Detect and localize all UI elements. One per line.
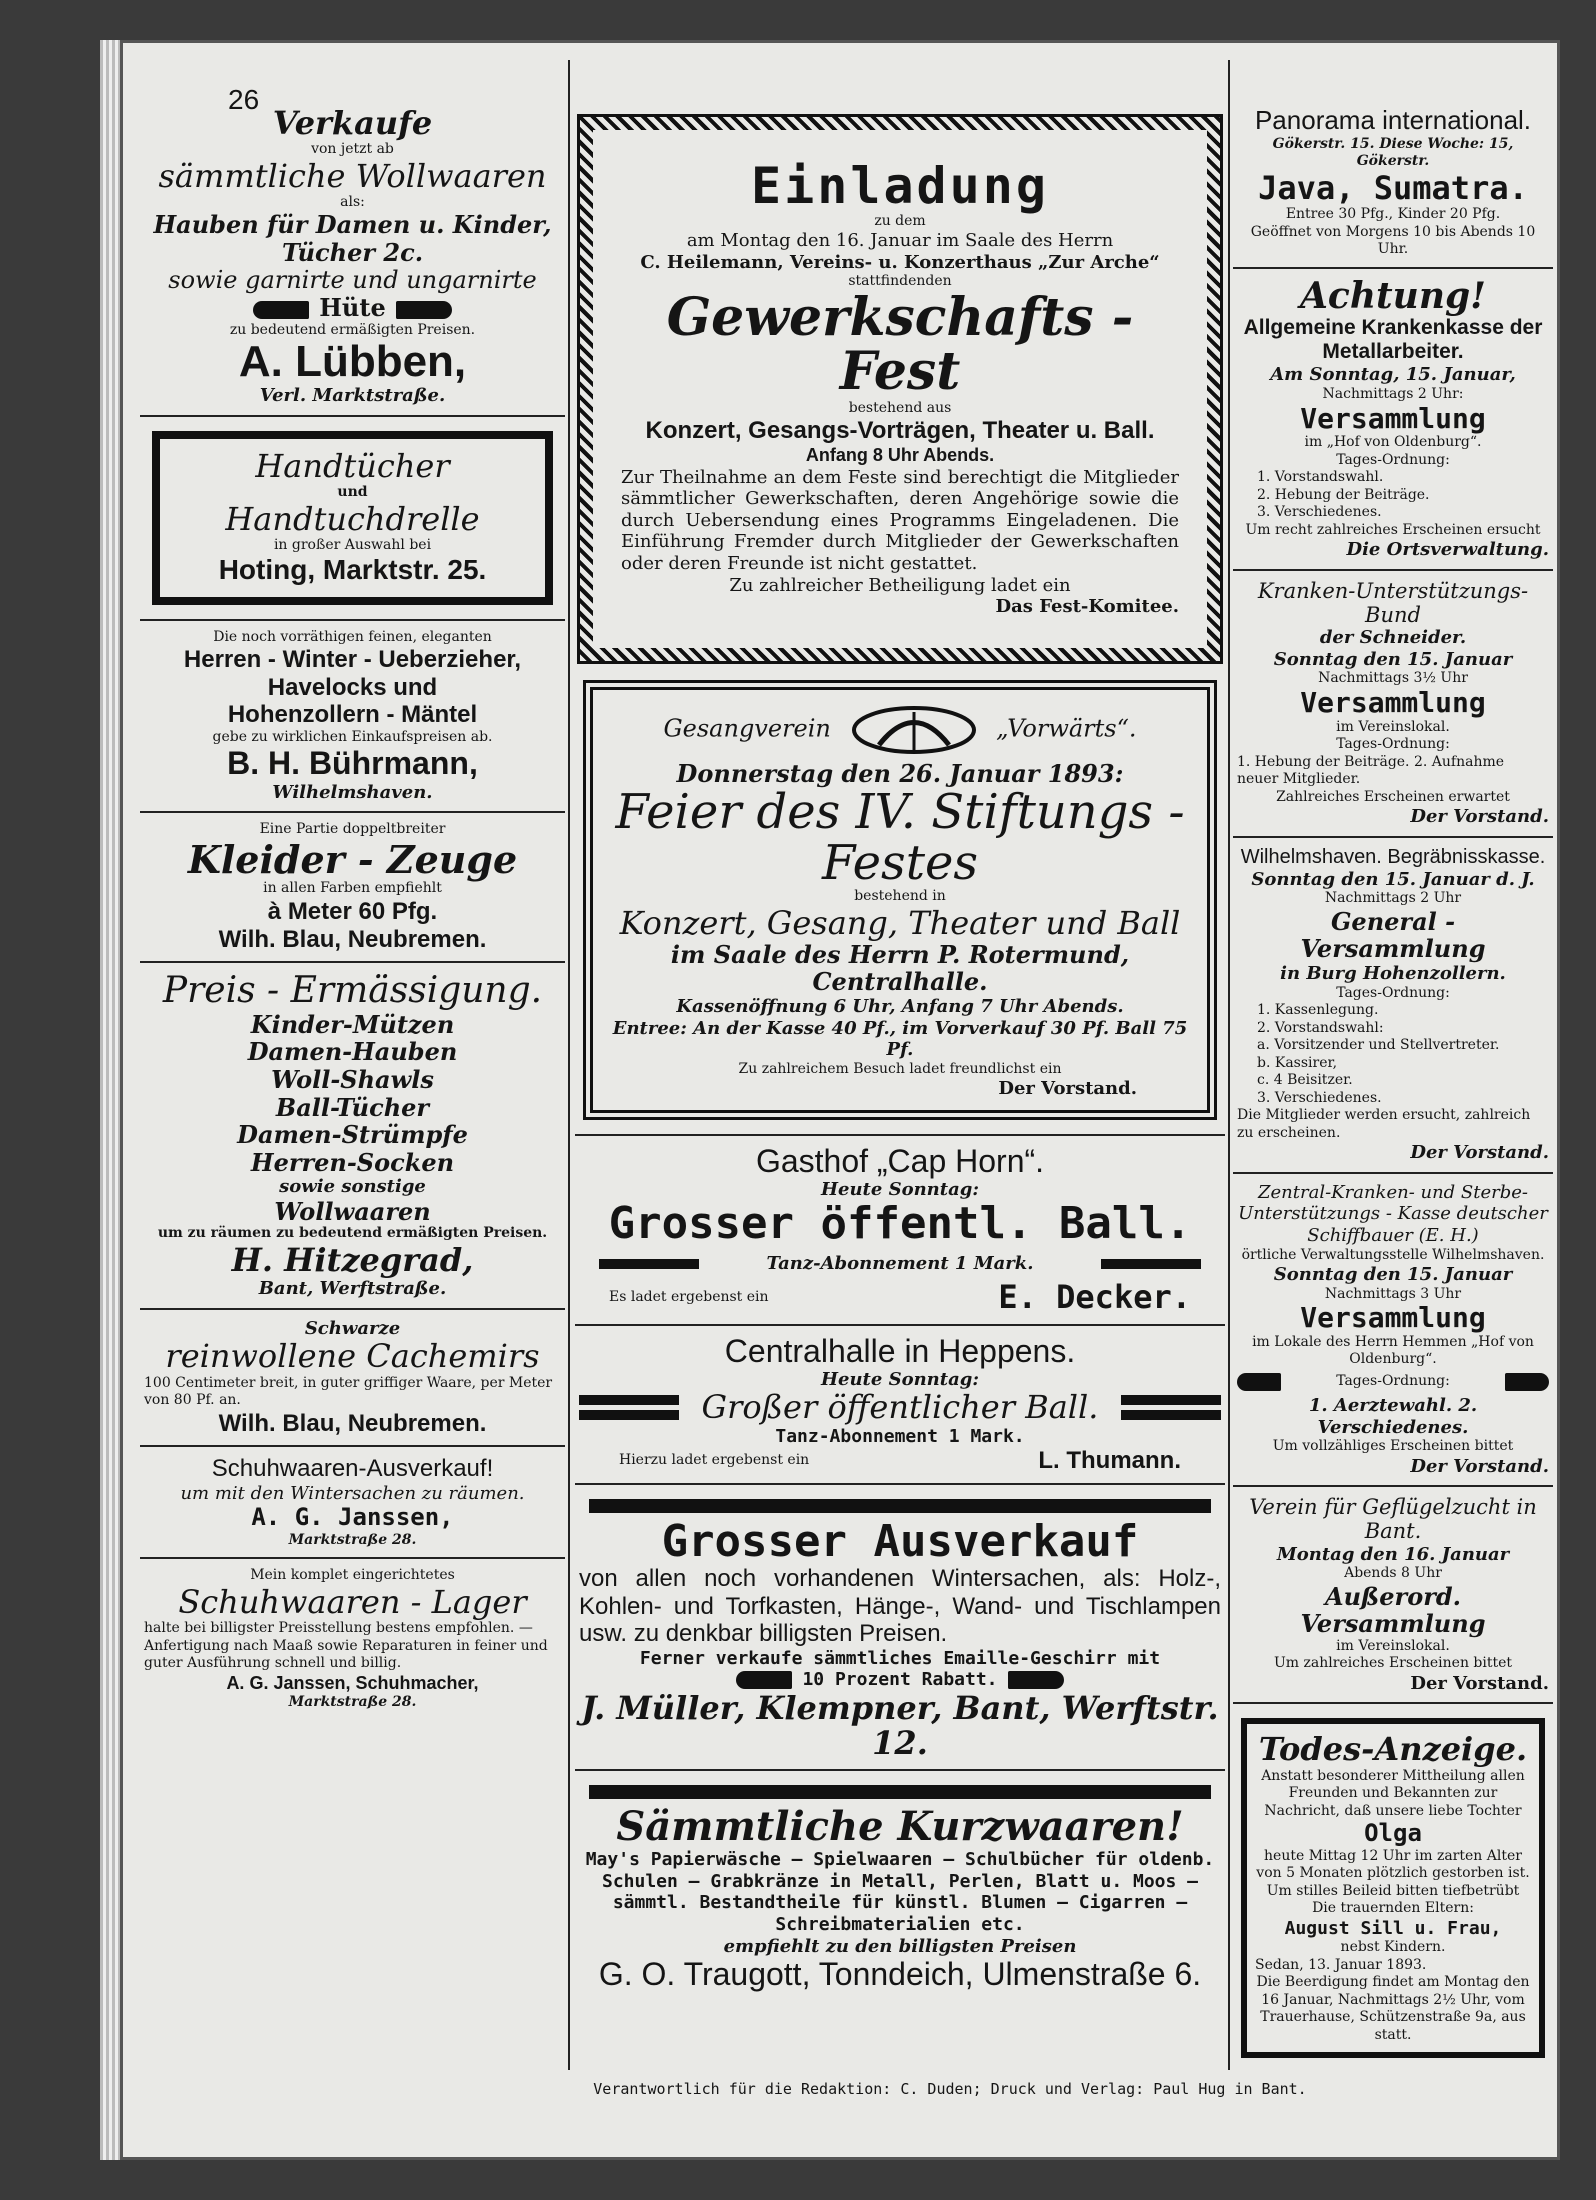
ad-text: Hierzu ladet ergebenst ein <box>619 1452 810 1469</box>
ad-row <box>599 1253 1201 1275</box>
ad-row <box>579 1390 1221 1425</box>
list-item: 1. Vorstandswahl. <box>1257 469 1384 486</box>
ad-text: Tages-Ordnung: <box>1336 736 1450 753</box>
ad-discount: 10 Prozent Rabatt. <box>802 1669 998 1691</box>
ad-heading <box>603 700 1197 760</box>
ad-text: im Vereinslokal. <box>1336 718 1450 735</box>
ad-text: C. Heilemann, Vereins- u. Konzerthaus „Zur Arche“ <box>640 251 1160 273</box>
ad-text: Um vollzähliges Erscheinen bittet <box>1272 1438 1514 1455</box>
ad-heading: Handtücher <box>255 447 450 486</box>
rule-ornament <box>1121 1390 1221 1425</box>
ad-text: Anstatt besonderer Mittheilung allen Freunden und Bekannten zur Nachricht, daß unsere liebe Tochter <box>1261 1767 1525 1819</box>
ad-text: August Sill u. Frau, <box>1284 1917 1502 1939</box>
ad-heading: General - Versammlung <box>1300 906 1486 964</box>
ad-text: nebst Kindern. <box>1340 1939 1446 1956</box>
ad-heading: Allgemeine Krankenkasse der Metallarbeiter. <box>1243 316 1543 364</box>
ad-title: Verkaufe <box>272 104 433 142</box>
ad-row <box>579 1669 1221 1691</box>
list-item: 2. Hebung der Beiträge. <box>1257 486 1430 503</box>
ad-title: Verein für Geflügelzucht in Bant. <box>1249 1495 1537 1544</box>
ad-vorwaerts <box>575 666 1225 1136</box>
ad-text: um mit den Wintersachen zu räumen. <box>180 1482 525 1504</box>
list-item: a. Vorsitzender und Stellvertreter. <box>1257 1037 1500 1054</box>
ad-time: Abends 8 Uhr <box>1344 1565 1442 1582</box>
ad-text: Zu zahlreicher Betheiligung ladet ein <box>729 574 1071 596</box>
pointing-hand-icon <box>253 301 309 319</box>
ad-heading: Havelocks und <box>267 673 438 701</box>
ad-text: der Schneider. <box>1319 627 1467 649</box>
list-item: 1. Kassenlegung. <box>1257 1002 1379 1019</box>
ad-time: Nachmittags 2 Uhr <box>1324 890 1462 907</box>
ad-date: Sonntag den 15. Januar <box>1273 1264 1513 1286</box>
ad-text: von allen noch vorhandenen Wintersachen, als: Holz-, Kohlen- und Torfkasten, Hänge-, Wand- und Tischlampen usw. zu denkbar billigsten Preisen. <box>579 1564 1221 1648</box>
ad-text: sowie sonstige <box>279 1176 426 1198</box>
ad-title: Gasthof „Cap Horn“. <box>755 1142 1045 1179</box>
ad-address: Marktstraße 28. <box>288 1694 417 1711</box>
ad-text: Die noch vorräthigen feinen, eleganten <box>213 628 492 645</box>
ad-signature: Der Vorstand. <box>1410 1455 1549 1477</box>
ad-mueller <box>575 1485 1225 1772</box>
ad-begraebnis <box>1233 838 1553 1174</box>
ad-text: 1. Aerztewahl. 2. Verschiedenes. <box>1308 1394 1478 1438</box>
ad-text: und <box>337 484 368 501</box>
ad-schneider <box>1233 571 1553 838</box>
ad-text: am Montag den 16. Januar im Saale des Herrn <box>686 230 1114 251</box>
pointing-hand-icon <box>736 1671 792 1689</box>
ad-text: in großer Auswahl bei <box>273 536 432 553</box>
ad-row <box>1237 1373 1549 1391</box>
ad-traugott <box>575 1771 1225 2000</box>
ad-advertiser: A. G. Janssen, <box>251 1503 454 1532</box>
ad-items: Hauben für Damen u. Kinder, Tücher 2c. <box>153 210 552 267</box>
ad-advertiser: G. O. Traugott, Tonndeich, Ulmenstraße 6. <box>598 1956 1202 1993</box>
ad-text: Tages-Ordnung: <box>1336 1373 1450 1390</box>
ad-time: Nachmittags 3 Uhr <box>1324 1285 1462 1302</box>
ad-item: Herren-Socken <box>250 1147 455 1177</box>
ad-title: Einladung <box>751 157 1049 215</box>
ad-text: Es ladet ergebenst ein <box>609 1289 769 1306</box>
ad-advertiser: Wilh. Blau, Neubremen. <box>218 1409 487 1437</box>
ad-text: von jetzt ab <box>311 141 394 158</box>
ad-heading: sämmtliche Wollwaaren <box>158 156 547 195</box>
ad-title: Wilhelmshaven. Begräbnisskasse. <box>1240 845 1546 868</box>
ad-item: Damen-Hauben <box>247 1037 458 1067</box>
rule-bar <box>589 1499 1211 1513</box>
rule-ornament <box>599 1254 699 1274</box>
ad-janssen-lager <box>140 1559 565 1719</box>
column-rule-2 <box>1228 60 1230 2070</box>
ad-text: Zu zahlreichem Besuch ladet freundlichst ein <box>738 1060 1062 1077</box>
ad-text: halte bei billigster Preisstellung bestens empfohlen. — Anfertigung nach Maaß sowie Reparaturen in feiner und guter Ausführung schnell und billig. <box>144 1620 548 1672</box>
ad-text: Zahlreiches Erscheinen erwartet <box>1276 788 1510 805</box>
agenda-list <box>1237 1002 1549 1107</box>
deceased-name: Olga <box>1364 1819 1422 1848</box>
ad-text: heute Mittag 12 Uhr im zarten Alter von 5 Monaten plötzlich gestorben ist. Um stilles Beileid bitten tiefbetrübt <box>1256 1847 1530 1899</box>
ad-time: Kassenöffnung 6 Uhr, Anfang 7 Uhr Abends. <box>676 995 1124 1017</box>
ad-title: Centralhalle in Heppens. <box>724 1332 1076 1369</box>
ad-blau-cachemirs <box>140 1310 565 1447</box>
ad-price: Entree: An der Kasse 40 Pf., im Vorverkauf 30 Pf. Ball 75 Pf. <box>612 1017 1188 1061</box>
ad-text: Mein komplet eingerichtetes <box>250 1567 455 1584</box>
pointing-hand-icon <box>396 301 452 319</box>
ad-date: Am Sonntag, 15. Januar, <box>1270 364 1516 386</box>
ad-text: 1. Hebung der Beiträge. 2. Aufnahme neuer Mitglieder. <box>1237 753 1505 788</box>
ad-advertiser: Hoting, Marktstr. 25. <box>218 554 487 586</box>
rule-bar <box>589 1785 1211 1799</box>
ad-time: Nachmittags 3½ Uhr <box>1318 670 1468 687</box>
middle-column <box>575 60 1225 2000</box>
ad-heading: Versammlung <box>1300 1301 1486 1335</box>
ad-text: in allen Farben empfiehlt <box>263 880 442 897</box>
ad-text: bestehend in <box>854 888 946 905</box>
ad-einladung <box>577 114 1223 664</box>
list-item: b. Kassirer, <box>1257 1054 1338 1071</box>
ad-text: um zu räumen zu bedeutend ermäßigten Preisen. <box>157 1225 548 1242</box>
ad-advertiser: B. H. Bührmann, <box>227 745 478 782</box>
ad-heading: Herren - Winter - Ueberzieher, <box>183 646 522 674</box>
ad-text: 100 Centimeter breit, in guter griffiger Waare, per Meter von 80 Pf. an. <box>144 1374 553 1409</box>
ad-heading: Kleider - Zeuge <box>187 836 518 882</box>
ad-text: in Burg Hohenzollern. <box>1280 963 1506 985</box>
ad-text: im Lokale des Herrn Hemmen „Hof von Oldenburg“. <box>1252 1333 1534 1368</box>
ad-text: örtliche Verwaltungsstelle Wilhelmshaven. <box>1241 1246 1545 1263</box>
ad-program: Konzert, Gesangs-Vorträgen, Theater u. Ball. <box>645 417 1155 445</box>
ad-text: stattfindenden <box>848 273 952 290</box>
ad-address: Verl. Marktstraße. <box>259 385 446 407</box>
ad-text: Geöffnet von Morgens 10 bis Abends 10 Uhr. <box>1250 223 1536 258</box>
ad-text: Zur Theilnahme an dem Feste sind berechtigt die Mitglieder sämmtlicher Gewerkschaften, deren Angehörige sowie die durch Uebersendung eines Programms Eingeladenen. Die Einführung Fremder durch Mitglieder der Gewerkschaften oder deren Freunde ist nicht gestattet. <box>621 466 1179 574</box>
ad-row <box>619 1447 1181 1475</box>
ad-address: Wilhelmshaven. <box>272 781 433 803</box>
ad-metallarbeiter <box>1233 269 1553 571</box>
ad-text: Tanz-Abonnement 1 Mark. <box>766 1252 1034 1274</box>
ad-heading: Großer öffentlicher Ball. <box>701 1388 1099 1427</box>
ad-text: im Saale des Herrn P. Rotermund, Centralhalle. <box>670 939 1130 997</box>
ad-advertiser: E. Decker. <box>998 1278 1191 1317</box>
ad-address: Bant, Werftstraße. <box>258 1278 447 1300</box>
ad-time: Anfang 8 Uhr Abends. <box>805 444 995 465</box>
pointing-hand-icon <box>1237 1373 1281 1391</box>
ad-luebben <box>140 60 565 417</box>
list-item: 3. Verschiedenes. <box>1257 504 1382 521</box>
ad-date: Donnerstag den 26. Januar 1893: <box>676 758 1124 788</box>
ad-text: im „Hof von Oldenburg“. <box>1304 434 1482 451</box>
ad-text: Tages-Ordnung: <box>1336 451 1450 468</box>
ad-blau-kleiderzeuge <box>140 813 565 963</box>
page-number: 26 <box>228 84 260 115</box>
ad-text: Tages-Ordnung: <box>1336 984 1450 1001</box>
ad-heading: Grosser Ausverkauf <box>661 1515 1139 1567</box>
ad-item: Kinder-Mützen <box>250 1009 455 1039</box>
ad-text: zu dem <box>874 212 926 229</box>
ad-text: Heute Sonntag: <box>821 1368 979 1390</box>
ad-text: im Vereinslokal. <box>1336 1637 1450 1654</box>
ad-text: Um zahlreiches Erscheinen bittet <box>1273 1655 1513 1672</box>
ad-text: bestehend aus <box>848 399 952 416</box>
ad-item: Wollwaaren <box>274 1196 431 1226</box>
ad-title: Panorama international. <box>1254 105 1532 135</box>
ad-text: Schwarze <box>304 1317 401 1339</box>
ad-text: gebe zu wirklichen Einkaufspreisen ab. <box>212 728 493 745</box>
ad-text: als: <box>340 193 365 210</box>
ad-signature: Das Fest-Komitee. <box>995 596 1179 618</box>
ad-title: Zentral-Kranken- und Sterbe-Unterstützungs - Kasse deutscher Schiffbauer (E. H.) <box>1238 1181 1548 1246</box>
ad-janssen-ausverkauf <box>140 1447 565 1559</box>
ad-address: Marktstraße 28. <box>288 1531 417 1548</box>
ad-heading: Gewerkschafts - Fest <box>666 286 1134 403</box>
ad-club-name: „Vorwärts“. <box>996 714 1137 743</box>
ad-program: Konzert, Gesang, Theater und Ball <box>619 903 1181 942</box>
ad-text: May's Papierwäsche — Spielwaaren — Schulbücher für oldenb. Schulen — Grabkränze in Metall, Perlen, Blatt u. Moos — sämmtl. Bestandtheile für künstl. Blumen — Cigarren — Schreibmaterialien etc. <box>585 1849 1215 1936</box>
ad-heading: reinwollene Cachemirs <box>165 1337 540 1376</box>
ad-panorama <box>1233 60 1553 269</box>
ad-advertiser: L. Thumann. <box>1038 1447 1181 1475</box>
agenda-list <box>1237 469 1549 522</box>
ad-text: empfiehlt zu den billigsten Preisen <box>723 1935 1077 1957</box>
ad-row <box>609 1280 1191 1315</box>
list-item: 3. Verschiedenes. <box>1257 1089 1382 1106</box>
ad-heading: Außerord. Versammlung <box>1300 1581 1486 1639</box>
ad-date: Sedan, 13. Januar 1893. <box>1255 1956 1427 1973</box>
right-column <box>1233 60 1553 2072</box>
ad-heading: Hohenzollern - Mäntel <box>227 701 478 729</box>
ad-buehrmann <box>140 621 565 814</box>
ad-heading: Versammlung <box>1300 685 1486 719</box>
ad-text: Ferner verkaufe sämmtliches Emaille-Geschirr mit <box>639 1647 1161 1669</box>
ad-heading: Schuhwaaren-Ausverkauf! <box>211 1455 494 1483</box>
ad-signature: Die Ortsverwaltung. <box>1346 539 1549 561</box>
ad-advertiser: A. G. Janssen, Schuhmacher, <box>226 1672 479 1693</box>
ad-hitzegrad <box>140 963 565 1310</box>
ad-title: Todes-Anzeige. <box>1258 1730 1528 1769</box>
ad-title: Achtung! <box>1300 274 1486 317</box>
rule-ornament <box>1101 1254 1201 1274</box>
ad-title: Kranken-Unterstützungs-Bund <box>1257 578 1529 628</box>
column-rule-1 <box>568 60 570 2070</box>
list-item: c. 4 Beisitzer. <box>1257 1072 1353 1089</box>
ad-text: zu bedeutend ermäßigten Preisen. <box>229 321 476 338</box>
ad-text: Die Beerdigung findet am Montag den 16 Januar, Nachmittags 2½ Uhr, vom Trauerhause, Schützenstraße 9a, aus statt. <box>1256 1974 1530 2043</box>
ad-heading <box>144 294 561 322</box>
ad-heading: Grosser öffentl. Ball. <box>608 1197 1192 1249</box>
ad-schiffbauer <box>1233 1174 1553 1487</box>
ad-heading: Versammlung <box>1300 401 1486 435</box>
ad-heading: Schuhwaaren - Lager <box>178 1582 527 1621</box>
ad-todesanzeige <box>1233 1704 1553 2072</box>
ad-signature: Der Vorstand. <box>1410 806 1549 828</box>
ad-hoting <box>140 417 565 621</box>
ad-centralhalle <box>575 1326 1225 1485</box>
ad-date: Sonntag den 15. Januar <box>1273 648 1513 670</box>
ad-heading: Java, Sumatra. <box>1258 168 1528 207</box>
ad-date: Montag den 16. Januar <box>1276 1543 1510 1565</box>
ad-item: Damen-Strümpfe <box>237 1120 468 1150</box>
ad-signature: Der Vorstand. <box>998 1078 1137 1100</box>
pointing-hand-icon <box>1505 1373 1549 1391</box>
ad-text: Um recht zahlreiches Erscheinen ersucht <box>1245 521 1541 538</box>
ad-item: Woll-Shawls <box>271 1064 434 1094</box>
ad-text: Die trauernden Eltern: <box>1312 1900 1474 1917</box>
ad-cap-horn <box>575 1136 1225 1326</box>
ad-signature: Der Vorstand. <box>1410 1672 1549 1694</box>
ad-text: Gökerstr. 15. Diese Woche: 15, Gökerstr. <box>1272 135 1514 170</box>
lyre-icon <box>839 700 989 760</box>
ad-heading: Preis - Ermässigung. <box>162 970 543 1012</box>
ad-advertiser: J. Müller, Klempner, Bant, Werftstr. 12. <box>581 1688 1219 1763</box>
ad-item: Ball-Tücher <box>275 1092 430 1122</box>
ad-text: Tanz-Abonnement 1 Mark. <box>775 1425 1025 1447</box>
ad-advertiser: H. Hitzegrad, <box>231 1240 474 1279</box>
ad-date: Sonntag den 15. Januar d. J. <box>1251 868 1535 890</box>
ad-gefluegelzucht <box>1233 1487 1553 1704</box>
ad-time: Nachmittags 2 Uhr: <box>1322 386 1464 403</box>
ad-text: Die Mitglieder werden ersucht, zahlreich zu erscheinen. <box>1237 1107 1531 1141</box>
ad-heading: Sämmtliche Kurzwaaren! <box>616 1803 1184 1851</box>
ad-heading: Handtuchdrelle <box>225 499 480 538</box>
page-footer: Verantwortlich für die Redaktion: C. Duden; Druck und Verlag: Paul Hug in Bant. <box>593 2080 1307 2098</box>
ad-advertiser: Wilh. Blau, Neubremen. <box>218 925 487 953</box>
left-column <box>140 60 565 1720</box>
rule-ornament <box>579 1390 679 1425</box>
pointing-hand-icon <box>1008 1671 1064 1689</box>
ad-text: Heute Sonntag: <box>821 1179 979 1201</box>
ad-hute: Hüte <box>319 293 386 323</box>
ad-price: à Meter 60 Pfg. <box>267 897 438 925</box>
ad-advertiser: A. Lübben, <box>238 337 467 387</box>
ad-text: Entree 30 Pfg., Kinder 20 Pfg. <box>1285 206 1501 223</box>
list-item: 2. Vorstandswahl: <box>1257 1019 1384 1036</box>
ad-signature: Der Vorstand. <box>1410 1142 1549 1164</box>
ad-text: Eine Partie doppeltbreiter <box>259 821 446 838</box>
ad-heading: Feier des IV. Stiftungs - Festes <box>615 784 1185 891</box>
ad-club: Gesangverein <box>663 714 831 743</box>
ad-text: sowie garnirte und ungarnirte <box>168 265 537 294</box>
